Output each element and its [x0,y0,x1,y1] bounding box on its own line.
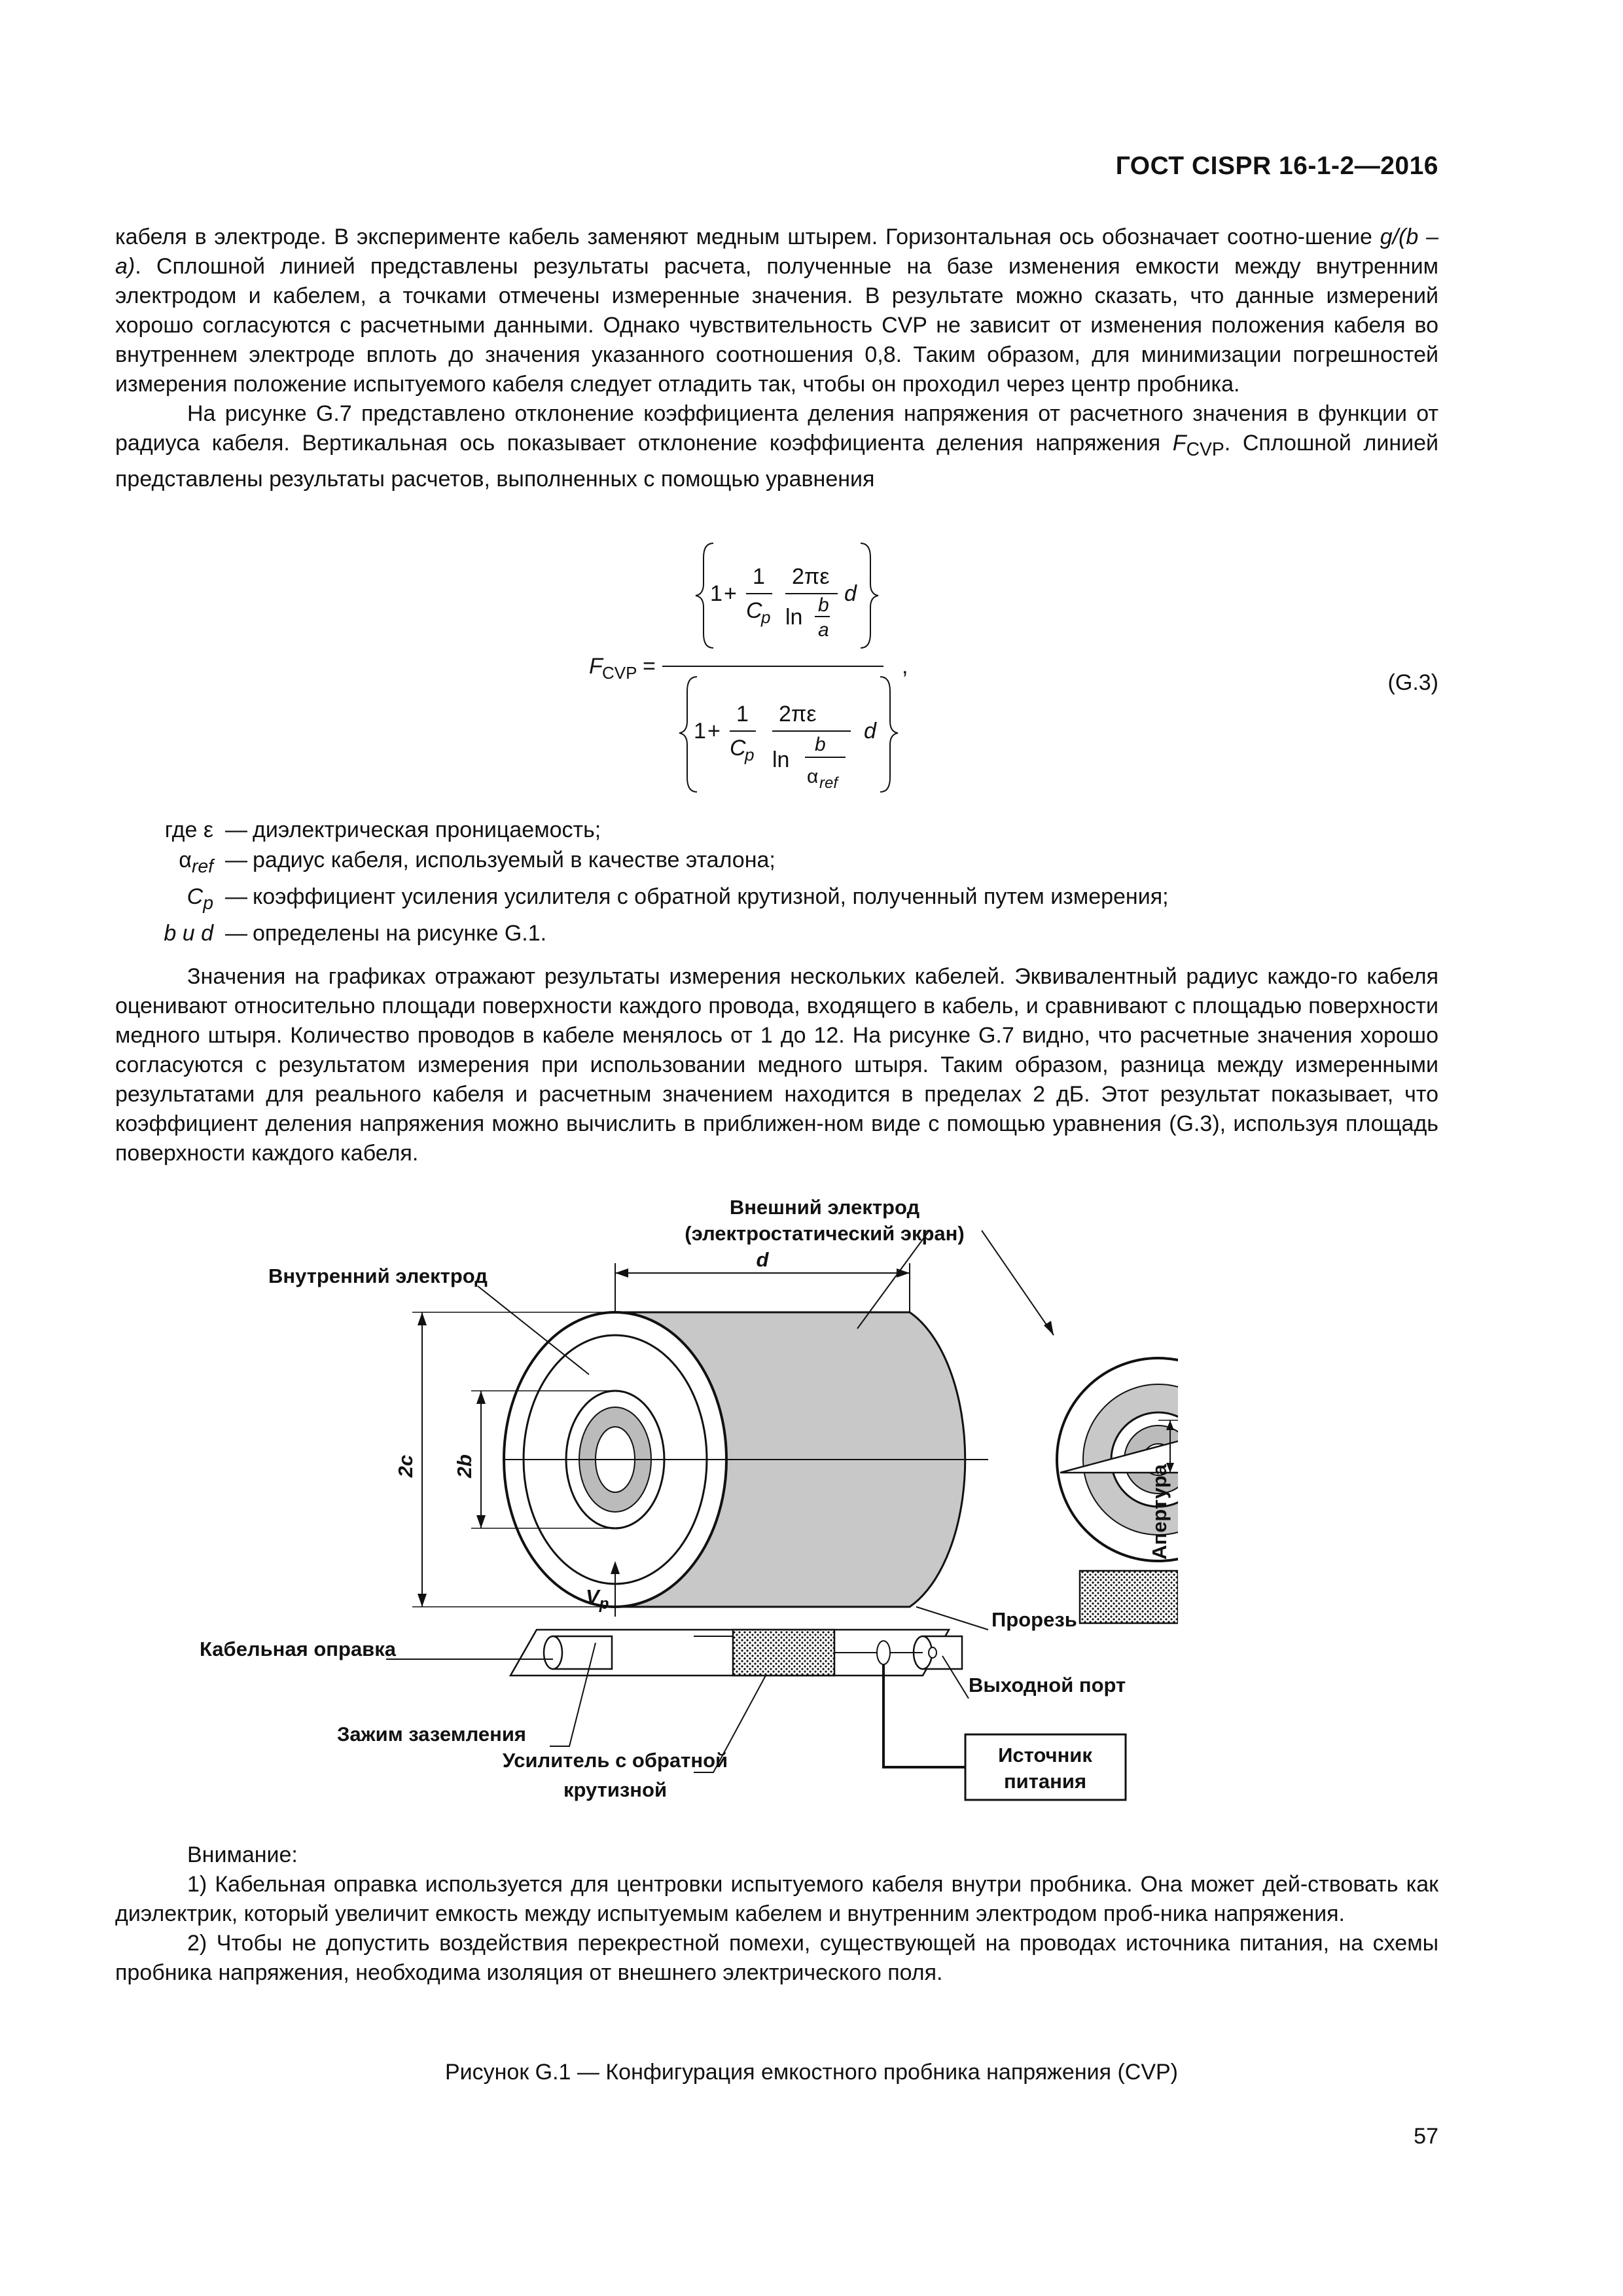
svg-text:C: C [746,598,762,623]
svg-text:b: b [815,734,826,755]
definition-row: где ε — диэлектрическая проницаемость; [164,817,601,842]
label-amplifier-sub: крутизной [563,1778,668,1801]
notes [115,1840,1438,1988]
note-2: 2) Чтобы не допустить воздействия перекрестной помехи, существующей на проводах источника питания, на схемы пробника напряжения, необходима изоляция от внешнего электрического поля. [115,1931,1438,1985]
svg-text:1: 1 [736,702,749,726]
svg-text:a: a [818,619,829,641]
svg-text:+: + [724,581,737,606]
label-power-source: Источник [998,1744,1092,1767]
notes-title: Внимание: [187,1842,298,1867]
svg-text:C: C [730,736,746,761]
svg-text:,: , [902,654,908,679]
svg-text:1: 1 [753,564,765,589]
label-output-port: Выходной порт [969,1674,1126,1696]
formula-number: (G.3) [1387,670,1438,695]
svg-text:p: p [761,607,771,627]
svg-text:ref: ref [819,774,838,792]
note-1: 1) Кабельная оправка используется для центровки испытуемого кабеля внутри пробника. Она может дей-ствовать как диэлектрик, который увеличит емкость между испытуемым кабелем и внутренним электродом проб-ника напряжения. [115,1872,1438,1926]
svg-text:p: p [745,745,755,764]
svg-text:b: b [818,594,829,616]
label-outer-electrode: Внешний электрод [729,1196,920,1219]
svg-text:F: F [589,654,603,679]
paragraph-1: кабеля в электроде. В эксперименте кабель заменяют медным штырем. Горизонтальная ось обозначает соотно-шение g/(b – a). Сплошной линией представлены результаты расчета, полученные на базе изменения емкости между внутренним электродом и кабелем, а точками отмечены измеренные значения. В результате можно сказать, что данные измерений хорошо согласуются с расчетными данными. Однако чувствительность CVP не зависит от изменения положения кабеля во внутреннем электроде вплоть до значения указанного соотношения 0,8. Таким образом, для минимизации погрешностей измерения положение испытуемого кабеля следует отладить так, чтобы он проходил через центр пробника. На рисунке G.7 представлено отклонение коэффициента деления напряжения от расчетного значения в функции от радиуса кабеля. Вертикальная ось показывает отклонение коэффициента деления напряжения $F_{CVP}$. Сплошной линией представлены результаты расчетов, выполненных с помощью уравнения [115,223,1438,494]
paragraph-3: Значения на графиках отражают результаты измерения нескольких кабелей. Эквивалентный радиус каждо-го кабеля оценивают относительно площади поверхности каждого провода, входящего в кабель, и сравнивают с площадью поверхности медного штыря. Количество проводов в кабеле менялось от 1 до 12. На рисунке G.7 видно, что расчетные значения хорошо согласуются с результатом измерения при использовании медного штыря. Таким образом, разница между измеренными результатами для реального кабеля и расчетным значением находится в пределах 2 дБ. Этот результат показывает, что коэффициент деления напряжения можно вычислить в приближен-ном виде с помощью уравнения (G.3), используя площадь поверхности каждого кабеля. [115,964,1438,1166]
svg-text:+: + [707,719,721,744]
label-cable-holder: Кабельная оправка [200,1638,396,1660]
page-number: 57 [1414,2124,1438,2149]
svg-text:d: d [844,581,857,606]
svg-text:2πε: 2πε [792,564,830,589]
svg-text:ln: ln [772,747,790,772]
svg-text:1: 1 [694,719,706,744]
svg-text:CVP: CVP [602,663,637,683]
definition-row: b и d — определены на рисунке G.1. [164,920,547,946]
label-aperture: Апертура [1148,1464,1171,1560]
label-inner-electrode: Внутренний электрод [268,1265,488,1287]
definition-row: $C_p$ — коэффициент усиления усилителя с обратной крутизной, полученный путем измерения; [187,884,1169,914]
paragraph-2: На рисунке G.7 представлено отклонение коэффициента деления напряжения от расчетного значения в функции от радиуса кабеля. Вертикальная ось показывает отклонение коэффициента деления напряжения $F_{CVP}$. Сплошной линией представлены результаты расчетов, выполненных с помощью уравнения [115,401,1439,492]
definitions-list [115,815,1169,948]
svg-text:d: d [864,719,876,744]
label-2c: 2c [394,1454,417,1478]
label-amplifier: Усилитель с обратной [502,1749,728,1772]
svg-text:2πε: 2πε [779,702,817,726]
formula-g3 [589,538,955,800]
figure-caption: Рисунок G.1 — Конфигурация емкостного пробника напряжения (CVP) [444,2060,1179,2085]
cvp-diagram [196,1178,1178,1820]
svg-text:1: 1 [710,581,722,606]
label-d: d [756,1248,769,1271]
label-slot: Прорезь [991,1608,1077,1631]
svg-text:=: = [643,654,656,679]
label-power-source-sub: питания [1003,1770,1087,1793]
svg-text:α: α [807,766,819,787]
label-outer-electrode-sub: (электростатический экран) [685,1222,965,1245]
standard-header: ГОСТ CISPR 16-1-2—2016 [1115,152,1438,180]
label-ground-clamp: Зажим заземления [337,1723,527,1746]
svg-text:ln: ln [785,605,803,630]
definition-row: $\alpha_{ref}$ — радиус кабеля, используемый в качестве эталона; [179,848,776,877]
label-2b: 2b [453,1454,476,1479]
label-vp: $V_p$ [586,1585,609,1613]
